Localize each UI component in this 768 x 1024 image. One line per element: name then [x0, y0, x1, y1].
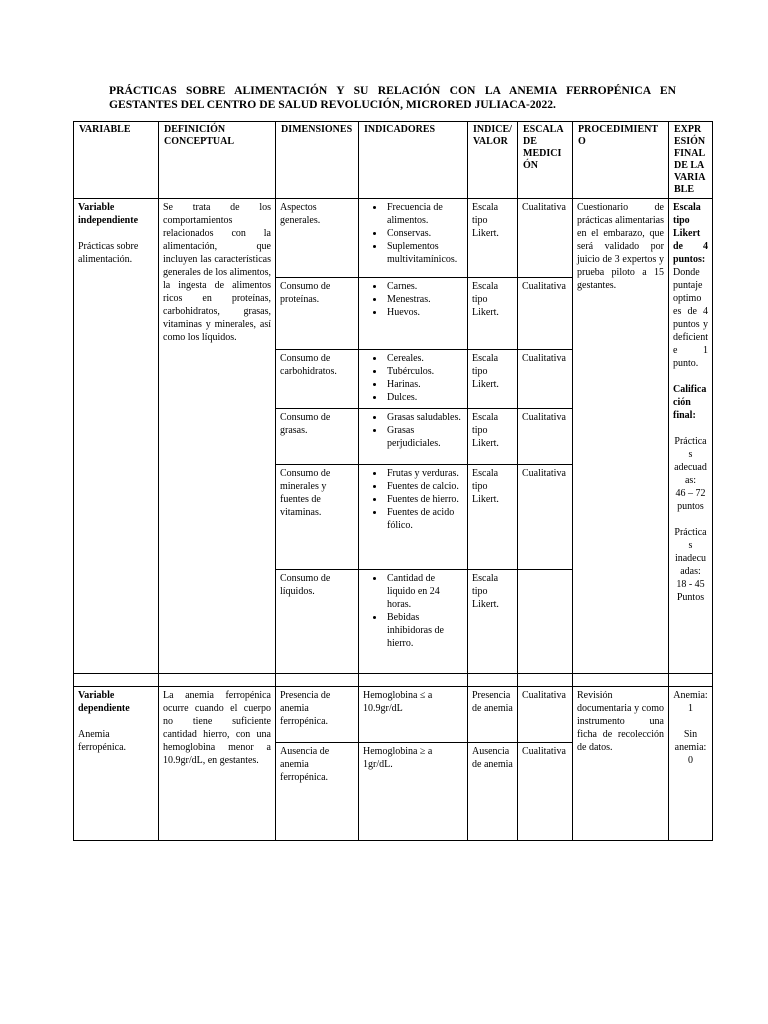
indicator-cell: [359, 350, 468, 409]
likert-scale-description: Donde puntaje optimo es de 4 puntos y deficiente 1 punto.: [673, 267, 708, 369]
dependent-variable-text: Anemia ferropénica.: [78, 729, 127, 753]
inadequate-practices-range: 18 - 45 Puntos: [676, 579, 705, 603]
anemia-value: Anemia: 1: [673, 690, 708, 714]
dimension-cell: Consumo de líquidos.: [276, 570, 359, 674]
dimension-cell: Consumo de proteínas.: [276, 278, 359, 350]
scale-cell: Cualitativa: [518, 278, 573, 350]
indicator-item: • Menestras.: [385, 293, 463, 306]
scale-cell: Cualitativa: [518, 743, 573, 841]
adequate-practices-range: 46 – 72 puntos: [675, 488, 706, 512]
dependent-final-expression: [669, 687, 713, 841]
indicator-list: [363, 572, 463, 650]
independent-variable-label: Variable independiente: [78, 202, 139, 226]
indicator-item: • Cereales.: [385, 352, 463, 365]
dimension-cell: Consumo de grasas.: [276, 409, 359, 465]
indicator-cell: [359, 199, 468, 278]
header-index-value: INDICE/ VALOR: [468, 122, 518, 199]
dependent-procedure: Revisión documentaria y como instrumento una ficha de recolección de datos.: [573, 687, 669, 841]
scale-cell: Cualitativa: [518, 409, 573, 465]
header-row: [74, 122, 713, 199]
indicator-cell: [359, 465, 468, 570]
indicator-item: • Carnes.: [385, 280, 463, 293]
inadequate-practices-label: Prácticas inadecuadas:: [674, 527, 707, 577]
dimension-cell: Presencia de anemia ferropénica.: [276, 687, 359, 743]
dependent-variable-label: Variable dependiente: [78, 690, 130, 714]
independent-final-expression: [669, 199, 713, 674]
indicator-item: • Frecuencia de alimentos.: [385, 201, 463, 227]
index-cell: Escala tipo Likert.: [468, 350, 518, 409]
indicator-cell: Hemoglobina ≤ a 10.9gr/dL: [359, 687, 468, 743]
independent-procedure: Cuestionario de prácticas alimentarias en el embarazo, que será validado por juicio de 3 expertos y prueba piloto a 15 gestantes.: [573, 199, 669, 674]
scale-cell: Cualitativa: [518, 350, 573, 409]
indicator-item: • Fuentes de hierro.: [385, 493, 463, 506]
indicator-cell: [359, 278, 468, 350]
indicator-list: [363, 352, 463, 404]
scale-cell: Cualitativa: [518, 687, 573, 743]
indicator-cell: Hemoglobina ≥ a 1gr/dL.: [359, 743, 468, 841]
adequate-practices-label: Prácticas adecuadas:: [674, 436, 707, 486]
qualification-label: Calificación final:: [673, 384, 707, 421]
index-cell: Escala tipo Likert.: [468, 465, 518, 570]
independent-definition: Se trata de los comportamientos relacionados con la alimentación, que incluyen las características generales de los alimentos, la ingesta de alimentos ricos en proteínas, carbohidratos, grasas, vitaminas y minerales, así como los líquidos.: [159, 199, 276, 674]
scale-cell: Cualitativa: [518, 199, 573, 278]
indicator-list: [363, 411, 463, 450]
indicator-item: • Tubérculos.: [385, 365, 463, 378]
header-final-expression: EXPRESIÓN FINAL DE LA VARIABLE: [669, 122, 713, 199]
independent-variable-cell: [74, 199, 159, 674]
indicator-item: • Cantidad de liquido en 24 horas.: [385, 572, 463, 611]
document-title: PRÁCTICAS SOBRE ALIMENTACIÓN Y SU RELACIÓN CON LA ANEMIA FERROPÉNICA EN GESTANTES DEL CENTRO DE SALUD REVOLUCIÓN, MICRORED JULIACA-2022.: [109, 84, 676, 111]
header-indicators: INDICADORES: [359, 122, 468, 199]
indicator-item: • Suplementos multivitamínicos.: [385, 240, 463, 266]
dimension-cell: Aspectos generales.: [276, 199, 359, 278]
index-cell: Presencia de anemia: [468, 687, 518, 743]
indicator-item: • Huevos.: [385, 306, 463, 319]
indicator-list: [363, 467, 463, 532]
dimension-cell: Consumo de minerales y fuentes de vitaminas.: [276, 465, 359, 570]
index-cell: Escala tipo Likert.: [468, 409, 518, 465]
indicator-item: • Grasas saludables.: [385, 411, 463, 424]
index-cell: Ausencia de anemia: [468, 743, 518, 841]
header-definition: DEFINICIÓN CONCEPTUAL: [159, 122, 276, 199]
operationalization-table: [73, 121, 713, 841]
scale-cell: [518, 570, 573, 674]
dimension-cell: Consumo de carbohidratos.: [276, 350, 359, 409]
header-procedure: PROCEDIMIENTO: [573, 122, 669, 199]
index-cell: Escala tipo Likert.: [468, 570, 518, 674]
index-cell: Escala tipo Likert.: [468, 199, 518, 278]
indicator-item: • Fuentes de acido fólico.: [385, 506, 463, 532]
table-row: [74, 687, 713, 743]
header-variable: VARIABLE: [74, 122, 159, 199]
dimension-cell: Ausencia de anemia ferropénica.: [276, 743, 359, 841]
independent-variable-text: Prácticas sobre alimentación.: [78, 241, 139, 265]
indicator-item: • Frutas y verduras.: [385, 467, 463, 480]
indicator-item: • Dulces.: [385, 391, 463, 404]
indicator-cell: [359, 409, 468, 465]
table-row: [74, 199, 713, 278]
indicator-item: • Grasas perjudiciales.: [385, 424, 463, 450]
scale-cell: Cualitativa: [518, 465, 573, 570]
dependent-definition: La anemia ferropénica ocurre cuando el cuerpo no tiene suficiente cantidad hierro, con una hemoglobina menor a 10.9gr/dL, en gestantes.: [159, 687, 276, 841]
indicator-list: [363, 280, 463, 319]
dependent-variable-cell: [74, 687, 159, 841]
indicator-item: • Conservas.: [385, 227, 463, 240]
header-scale: ESCALA DE MEDICIÓN: [518, 122, 573, 199]
header-dimensions: DIMENSIONES: [276, 122, 359, 199]
index-cell: Escala tipo Likert.: [468, 278, 518, 350]
spacer-row: [74, 674, 713, 687]
indicator-item: • Bebidas inhibidoras de hierro.: [385, 611, 463, 650]
indicator-list: [363, 201, 463, 266]
likert-scale-title: Escala tipo Likert de 4 puntos:: [673, 202, 708, 265]
no-anemia-value: Sin anemia: 0: [674, 729, 707, 766]
indicator-item: • Harinas.: [385, 378, 463, 391]
indicator-item: • Fuentes de calcio.: [385, 480, 463, 493]
indicator-cell: [359, 570, 468, 674]
